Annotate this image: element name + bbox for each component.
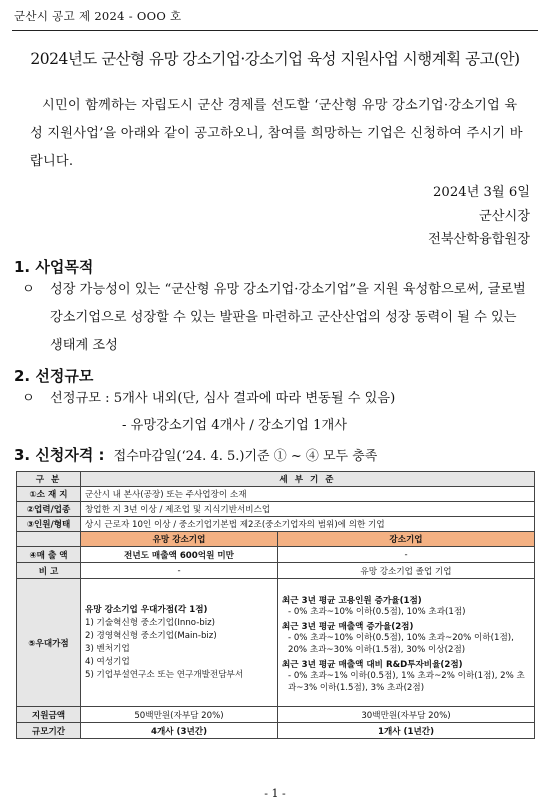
section2-text: 선정규모 : 5개사 내외(단, 심사 결과에 따라 변동될 수 있음) — [50, 391, 396, 406]
table-row-preference — [17, 579, 535, 707]
row-label: ①소 재 지 — [17, 487, 81, 502]
section2-heading: 2. 선정규모 — [14, 367, 94, 385]
table-row — [17, 563, 535, 579]
eligibility-table — [16, 471, 535, 739]
preference-item: 3) 벤처기업 — [85, 644, 130, 654]
preference-title: 유망 강소기업 우대가점(각 1점) — [85, 605, 208, 615]
row-label: ③인원/형태 — [17, 517, 81, 532]
row-label: ②업력/업종 — [17, 502, 81, 517]
row-value: 상시 근로자 10인 이상 / 중소기업기본법 제2조(중소기업자의 범위)에 의한 기업 — [81, 517, 535, 532]
table-header-category: 구 분 — [17, 472, 81, 487]
section1-heading: 1. 사업목적 — [14, 258, 94, 276]
criterion-detail: - 0% 초과~10% 이하(0.5점), 10% 초과~20% 이하(1점), 20% 초과~30% 이하(1.5점), 30% 이상(2점) — [288, 632, 514, 655]
section3-title — [14, 444, 377, 465]
signature-date: 2024년 3월 6일 — [433, 185, 530, 200]
section1-text: 성장 가능성이 있는 “군산형 유망 강소기업·강소기업”을 지원 육성함으로써, 글로벌 강소기업으로 성장할 수 있는 발판을 마련하고 군산산업의 성장 동력이 될 수 있는 생태계 조성 — [50, 282, 526, 353]
header-rule — [12, 30, 538, 31]
criterion-detail: - 0% 초과~10% 이하(0.5점), 10% 초과(1점) — [288, 606, 466, 617]
table-row — [17, 707, 535, 723]
section2-bullet — [22, 385, 532, 413]
table-header-row — [17, 472, 535, 487]
criterion-title: 최근 3년 평균 매출액 증가율(2점) — [282, 621, 414, 632]
preference-item: 2) 경영혁신형 중소기업(Main-biz) — [85, 631, 217, 641]
table-row — [17, 487, 535, 502]
table-subheader-row — [17, 532, 535, 547]
row-label: 지원금액 — [17, 707, 81, 723]
table-row — [17, 723, 535, 739]
page-number: - 1 - — [264, 787, 286, 800]
preference-item: 4) 여성기업 — [85, 657, 130, 667]
row-value: 창업한 지 3년 이상 / 제조업 및 지식기반서비스업 — [81, 502, 535, 517]
row-label: ⑤우대가점 — [17, 579, 81, 707]
table-header-criteria: 세 부 기 준 — [81, 472, 535, 487]
row-value-promising: 50백만원(자부담 20%) — [81, 707, 278, 723]
column-strong-sme: 강소기업 — [278, 532, 535, 547]
document-title: 2024년도 군산형 유망 강소기업·강소기업 육성 지원사업 시행계획 공고(안) — [30, 50, 520, 68]
row-value-strong: - — [278, 547, 535, 563]
preference-list — [81, 579, 278, 707]
criterion-title: 최근 3년 평균 고용인원 증가율(1점) — [282, 595, 422, 606]
intro-paragraph: 시민이 함께하는 자립도시 군산 경제를 선도할 ‘군산형 유망 강소기업·강소기업 육성 지원사업’을 아래와 같이 공고하오니, 참여를 희망하는 기업은 신청하여 주시기 바랍니다. — [30, 98, 523, 169]
row-value: 군산시 내 본사(공장) 또는 주사업장이 소재 — [81, 487, 535, 502]
row-value-promising: 4개사 (3년간) — [81, 723, 278, 739]
preference-item: 5) 기업부설연구소 또는 연구개발전담부서 — [85, 670, 244, 680]
section3-heading: 3. 신청자격 : — [14, 446, 105, 464]
bullet-marker: ㅇ — [22, 282, 35, 297]
criterion-detail: - 0% 초과~1% 이하(0.5점), 1% 초과~2% 이하(1점), 2% 초과~3% 이하(1.5점), 3% 초과(2점) — [288, 670, 525, 693]
preference-item: 1) 기술혁신형 중소기업(Inno-biz) — [85, 618, 216, 628]
section3-condition: 접수마감일(‘24. 4. 5.)기준 ① ~ ④ 모두 충족 — [113, 449, 378, 464]
notice-number: 군산시 공고 제 2024 - OOO 호 — [14, 9, 182, 23]
section1-bullet — [22, 276, 532, 360]
preference-items — [85, 617, 273, 682]
criterion-title: 최근 3년 평균 매출액 대비 R&D투자비율(2점) — [282, 659, 463, 670]
signature-issuer-institute: 전북산학융합원장 — [428, 232, 530, 247]
row-label: 비 고 — [17, 563, 81, 579]
row-label-empty — [17, 532, 81, 547]
row-label: 규모기간 — [17, 723, 81, 739]
column-promising-sme: 유망 강소기업 — [81, 532, 278, 547]
table-row — [17, 502, 535, 517]
row-value-strong: 30백만원(자부담 20%) — [278, 707, 535, 723]
bullet-marker: ㅇ — [22, 391, 35, 406]
table-row — [17, 547, 535, 563]
preference-criteria — [278, 579, 535, 707]
section2-detail: - 유망강소기업 4개사 / 강소기업 1개사 — [122, 418, 347, 433]
row-label: ④매 출 액 — [17, 547, 81, 563]
table-row — [17, 517, 535, 532]
row-value-promising: - — [81, 563, 278, 579]
row-value-promising: 전년도 매출액 600억원 미만 — [81, 547, 278, 563]
row-value-strong: 1개사 (1년간) — [278, 723, 535, 739]
signature-issuer-mayor: 군산시장 — [479, 209, 530, 224]
row-value-strong: 유망 강소기업 졸업 기업 — [278, 563, 535, 579]
